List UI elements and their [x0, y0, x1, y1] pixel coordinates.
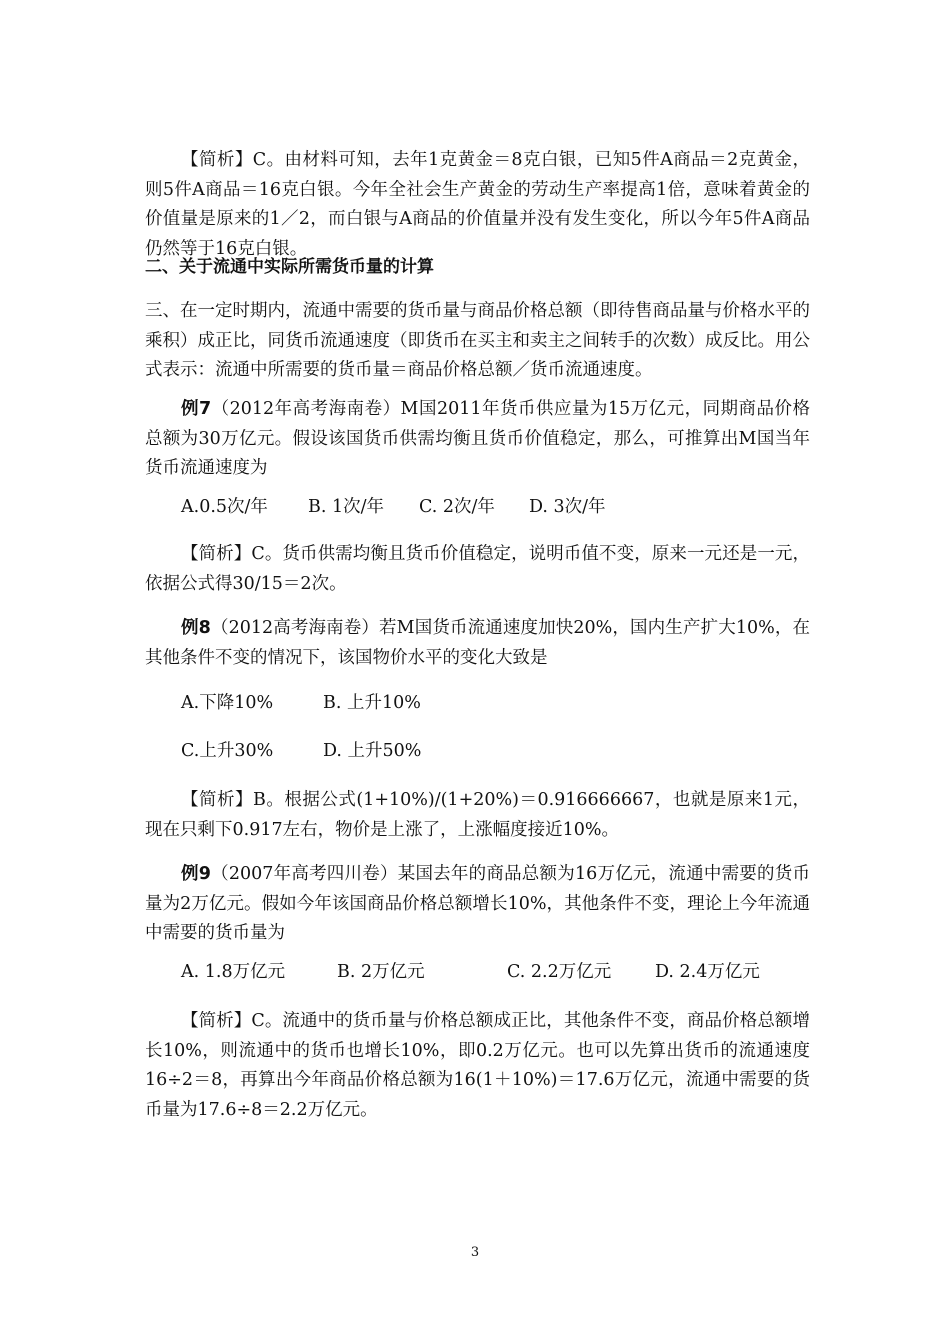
example-9-options: [181, 958, 760, 987]
example-7-label: 例7: [181, 399, 212, 419]
example-8-analysis: 【简析】B。根据公式(1+10%)/(1+20%)＝0.916666667，也就是原来1元，现在只剩下0.917左右，物价是上涨了，上涨幅度接近10%。: [145, 790, 810, 840]
option-a: A. 1.8万亿元: [181, 962, 286, 982]
example-8-options-row-1: [181, 689, 421, 718]
example-7-analysis: 【简析】C。货币供需均衡且货币价值稳定，说明币值不变，原来一元还是一元，依据公式得30/15＝2次。: [145, 544, 810, 594]
example-8-question: [145, 614, 810, 673]
principle-paragraph: 三、在一定时期内，流通中需要的货币量与商品价格总额（即待售商品量与价格水平的乘积）成正比，同货币流通速度（即货币在买主和卖主之间转手的次数）成反比。用公式表示：流通中所需要的货币量＝商品价格总额／货币流通速度。: [145, 301, 810, 380]
example-9-analysis: 【简析】C。流通中的货币量与价格总额成正比，其他条件不变，商品价格总额增长10%，则流通中的货币也增长10%，即0.2万亿元。也可以先算出货币的流通速度16÷2＝8，再算出今年商品价格总额为16(1＋10%)＝17.6万亿元，流通中需要的货币量为17.6÷8＝2.2万亿元。: [145, 1011, 810, 1120]
example-8-options-row-2: [181, 737, 421, 766]
option-d: D. 3次/年: [529, 497, 606, 517]
option-a: A.0.5次/年: [181, 497, 268, 517]
option-c: C. 2次/年: [419, 497, 495, 517]
option-c: C.上升30%: [181, 741, 274, 761]
analysis-paragraph-1: 【简析】C。由材料可知，去年1克黄金＝8克白银，已知5件A商品＝2克黄金，则5件A商品＝16克白银。今年全社会生产黄金的劳动生产率提高1倍，意味着黄金的价值量是原来的1／2，而白银与A商品的价值量并没有发生变化，所以今年5件A商品仍然等于16克白银。: [145, 150, 810, 259]
option-b: B. 上升10%: [323, 693, 421, 713]
option-d: D. 上升50%: [323, 741, 422, 761]
example-9-text: （2007年高考四川卷）某国去年的商品总额为16万亿元，流通中需要的货币量为2万亿元。假如今年该国商品价格总额增长10%，其他条件不变，理论上今年流通中需要的货币量为: [145, 864, 810, 943]
option-c: C. 2.2万亿元: [507, 962, 612, 982]
section-heading: 二、关于流通中实际所需货币量的计算: [145, 257, 434, 277]
option-b: B. 2万亿元: [337, 962, 425, 982]
example-7-question: [145, 395, 810, 484]
page-number: 3: [470, 1245, 480, 1260]
example-9-label: 例9: [181, 864, 211, 884]
example-8-text: （2012高考海南卷）若M国货币流通速度加快20%，国内生产扩大10%，在其他条件不变的情况下，该国物价水平的变化大致是: [145, 618, 810, 668]
example-9-question: [145, 860, 810, 949]
example-7-options: [181, 493, 606, 522]
option-d: D. 2.4万亿元: [655, 962, 760, 982]
option-b: B. 1次/年: [308, 497, 385, 517]
example-7-text: （2012年高考海南卷）M国2011年货币供应量为15万亿元，同期商品价格总额为30万亿元。假设该国货币供需均衡且货币价值稳定，那么，可推算出M国当年货币流通速度为: [145, 399, 810, 478]
option-a: A.下降10%: [181, 693, 274, 713]
example-8-label: 例8: [181, 618, 211, 638]
